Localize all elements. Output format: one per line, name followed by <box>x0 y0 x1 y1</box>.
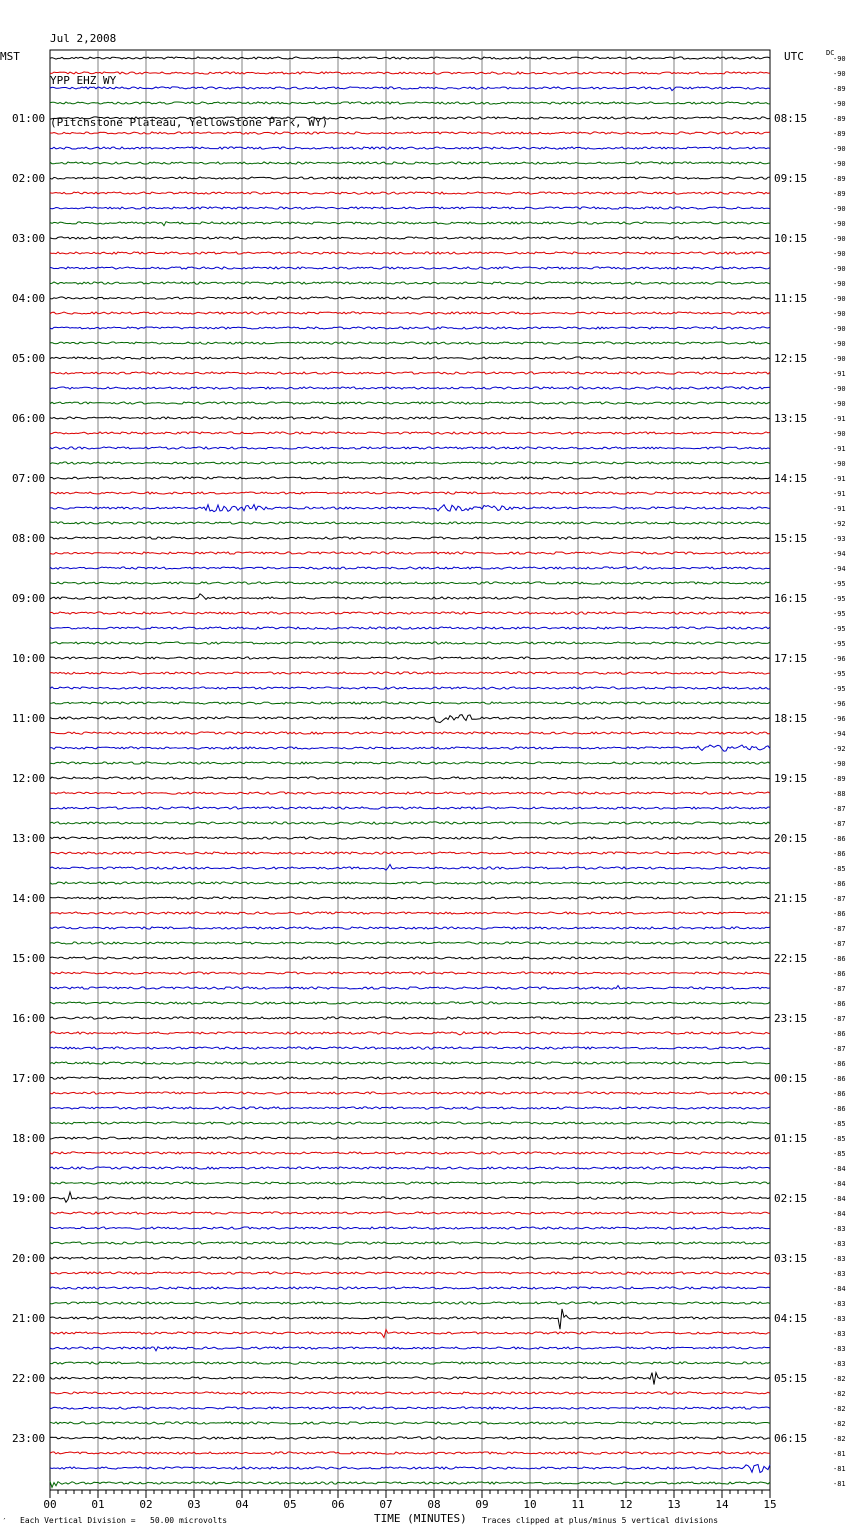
seismic-trace <box>50 1077 770 1079</box>
seismic-trace <box>50 942 770 944</box>
x-tick-label: 14 <box>715 1498 729 1511</box>
seismic-trace <box>50 672 770 674</box>
dc-offset-label: -89 <box>833 775 846 783</box>
dc-offset-label: -90 <box>833 430 846 438</box>
seismic-trace <box>50 732 770 734</box>
seismic-trace <box>50 372 770 374</box>
dc-offset-label: -90 <box>833 55 846 63</box>
dc-offset-label: -91 <box>833 415 846 423</box>
seismic-trace <box>50 1047 770 1049</box>
mst-hour-label: 21:00 <box>12 1312 46 1325</box>
x-tick-label: 13 <box>667 1498 681 1511</box>
seismic-trace <box>50 1309 770 1329</box>
seismic-trace <box>50 702 770 704</box>
utc-hour-label: 23:15 <box>774 1012 808 1025</box>
dc-offset-label: -84 <box>833 1195 846 1203</box>
dc-label: DC <box>826 49 835 57</box>
mst-hour-label: 04:00 <box>12 292 46 305</box>
dc-offset-label: -92 <box>833 520 846 528</box>
dc-offset-label: -88 <box>833 790 846 798</box>
seismic-trace <box>50 357 770 359</box>
utc-hour-label: 14:15 <box>774 472 808 485</box>
dc-offset-label: -90 <box>833 145 846 153</box>
seismic-trace <box>50 1362 770 1364</box>
seismic-trace <box>50 237 770 239</box>
seismic-trace <box>50 192 770 194</box>
dc-offset-label: -90 <box>833 355 846 363</box>
seismic-trace <box>50 177 770 179</box>
utc-hour-label: 22:15 <box>774 952 808 965</box>
dc-offset-label: -93 <box>833 535 846 543</box>
dc-offset-label: -90 <box>833 250 846 258</box>
right-axis-title: UTC <box>784 50 804 63</box>
seismic-trace <box>50 1347 770 1351</box>
seismic-trace <box>50 792 770 794</box>
seismic-trace <box>50 657 770 659</box>
seismic-trace <box>50 1330 770 1338</box>
seismic-trace <box>50 327 770 329</box>
mst-hour-label: 18:00 <box>12 1132 46 1145</box>
x-tick-label: 15 <box>763 1498 777 1511</box>
dc-offset-label: -94 <box>833 565 846 573</box>
dc-offset-label: -86 <box>833 1030 846 1038</box>
seismic-trace <box>50 447 770 449</box>
dc-offset-label: -91 <box>833 445 846 453</box>
seismic-trace <box>50 627 770 629</box>
dc-offset-label: -95 <box>833 685 846 693</box>
x-tick-label: 08 <box>427 1498 441 1511</box>
seismic-trace <box>50 1092 770 1094</box>
mst-hour-label: 09:00 <box>12 592 46 605</box>
seismic-trace <box>50 972 770 974</box>
seismic-trace <box>50 1212 770 1214</box>
dc-offset-label: -94 <box>833 730 846 738</box>
dc-offset-label: -83 <box>833 1330 846 1338</box>
dc-offset-label: -84 <box>833 1165 846 1173</box>
seismic-trace <box>50 745 770 751</box>
dc-offset-label: -90 <box>833 760 846 768</box>
dc-offset-label: -90 <box>833 280 846 288</box>
x-tick-label: 01 <box>91 1498 105 1511</box>
dc-offset-label: -87 <box>833 1015 846 1023</box>
seismic-trace <box>50 402 770 404</box>
dc-offset-label: -86 <box>833 835 846 843</box>
x-tick-label: 12 <box>619 1498 633 1511</box>
seismic-trace <box>50 57 770 59</box>
seismic-trace <box>50 1062 770 1064</box>
mst-hour-label: 17:00 <box>12 1072 46 1085</box>
dc-offset-label: -86 <box>833 1060 846 1068</box>
seismic-trace <box>50 897 770 899</box>
footer-mark: ′ <box>2 1517 7 1526</box>
dc-offset-label: -84 <box>833 1180 846 1188</box>
x-tick-label: 06 <box>331 1498 345 1511</box>
utc-hour-label: 21:15 <box>774 892 808 905</box>
dc-offset-label: -95 <box>833 610 846 618</box>
seismic-trace <box>50 132 770 134</box>
dc-offset-label: -91 <box>833 475 846 483</box>
dc-offset-label: -83 <box>833 1360 846 1368</box>
seismic-trace <box>50 387 770 389</box>
seismic-trace <box>50 642 770 644</box>
seismic-trace <box>50 1017 770 1019</box>
seismic-trace <box>50 957 770 959</box>
mst-hour-label: 01:00 <box>12 112 46 125</box>
station-location: (Pitchstone Plateau, Yellowstone Park, WY) <box>50 116 329 129</box>
dc-offset-label: -87 <box>833 805 846 813</box>
seismic-trace <box>50 87 770 91</box>
x-tick-label: 03 <box>187 1498 201 1511</box>
seismic-trace <box>50 762 770 764</box>
dc-offset-label: -87 <box>833 820 846 828</box>
seismic-trace <box>50 1422 770 1424</box>
dc-offset-label: -82 <box>833 1405 846 1413</box>
seismic-trace <box>50 102 770 104</box>
seismic-trace <box>50 1242 770 1244</box>
dc-offset-label: -87 <box>833 985 846 993</box>
dc-offset-label: -85 <box>833 1150 846 1158</box>
dc-offset-label: -89 <box>833 190 846 198</box>
seismic-trace <box>50 1137 770 1139</box>
seismic-trace <box>50 432 770 434</box>
mst-hour-label: 13:00 <box>12 832 46 845</box>
seismic-trace <box>50 1192 770 1202</box>
x-tick-label: 05 <box>283 1498 297 1511</box>
utc-hour-label: 20:15 <box>774 832 808 845</box>
seismic-trace <box>50 282 770 284</box>
dc-offset-label: -83 <box>833 1345 846 1353</box>
seismic-trace <box>50 312 770 314</box>
dc-offset-label: -82 <box>833 1420 846 1428</box>
mst-hour-label: 15:00 <box>12 952 46 965</box>
seismic-trace <box>50 1302 770 1304</box>
seismic-trace <box>50 1373 770 1385</box>
dc-offset-label: -90 <box>833 400 846 408</box>
seismic-trace <box>50 417 770 419</box>
dc-offset-label: -86 <box>833 1090 846 1098</box>
seismic-trace <box>50 162 770 164</box>
dc-offset-label: -85 <box>833 1120 846 1128</box>
division-note: Each Vertical Division = 50.00 microvolts <box>20 1516 228 1525</box>
dc-offset-label: -82 <box>833 1390 846 1398</box>
seismic-trace <box>50 1152 770 1154</box>
dc-offset-label: -83 <box>833 1300 846 1308</box>
seismic-trace <box>50 1257 770 1259</box>
dc-offset-label: -83 <box>833 1240 846 1248</box>
dc-offset-label: -90 <box>833 310 846 318</box>
seismic-trace <box>50 537 770 539</box>
utc-hour-label: 10:15 <box>774 232 808 245</box>
seismic-trace <box>50 117 770 119</box>
left-axis-title: MST <box>0 50 20 63</box>
dc-offset-label: -90 <box>833 385 846 393</box>
dc-offset-label: -86 <box>833 1000 846 1008</box>
dc-offset-label: -90 <box>833 100 846 108</box>
utc-hour-label: 06:15 <box>774 1432 808 1445</box>
dc-offset-label: -95 <box>833 625 846 633</box>
mst-hour-label: 08:00 <box>12 532 46 545</box>
dc-offset-label: -90 <box>833 295 846 303</box>
seismic-trace <box>50 552 770 554</box>
dc-offset-label: -84 <box>833 1210 846 1218</box>
mst-hour-label: 19:00 <box>12 1192 46 1205</box>
dc-offset-label: -82 <box>833 1375 846 1383</box>
mst-hour-label: 07:00 <box>12 472 46 485</box>
seismic-trace <box>50 1002 770 1004</box>
dc-offset-label: -90 <box>833 265 846 273</box>
utc-hour-label: 04:15 <box>774 1312 808 1325</box>
dc-offset-label: -90 <box>833 325 846 333</box>
x-tick-label: 02 <box>139 1498 153 1511</box>
dc-offset-label: -86 <box>833 880 846 888</box>
dc-offset-label: -90 <box>833 220 846 228</box>
seismic-trace <box>50 567 770 569</box>
dc-offset-label: -96 <box>833 715 846 723</box>
x-axis-title: TIME (MINUTES) <box>374 1512 467 1525</box>
dc-offset-label: -86 <box>833 955 846 963</box>
seismic-trace <box>50 1107 770 1109</box>
dc-offset-label: -81 <box>833 1480 846 1488</box>
dc-offset-label: -87 <box>833 895 846 903</box>
dc-offset-label: -96 <box>833 700 846 708</box>
mst-hour-label: 23:00 <box>12 1432 46 1445</box>
dc-offset-label: -89 <box>833 175 846 183</box>
mst-hour-label: 03:00 <box>12 232 46 245</box>
utc-hour-label: 19:15 <box>774 772 808 785</box>
seismic-trace <box>50 822 770 824</box>
seismic-trace <box>50 505 770 512</box>
seismic-trace <box>50 612 770 614</box>
seismic-trace <box>50 1227 770 1229</box>
dc-offset-label: -83 <box>833 1270 846 1278</box>
seismic-trace <box>50 342 770 344</box>
seismic-trace <box>50 252 770 254</box>
dc-offset-label: -85 <box>833 1135 846 1143</box>
mst-hour-label: 14:00 <box>12 892 46 905</box>
dc-offset-label: -91 <box>833 505 846 513</box>
dc-offset-label: -90 <box>833 340 846 348</box>
mst-hour-label: 12:00 <box>12 772 46 785</box>
utc-hour-label: 11:15 <box>774 292 808 305</box>
utc-hour-label: 13:15 <box>774 412 808 425</box>
dc-offset-label: -90 <box>833 460 846 468</box>
utc-hour-label: 03:15 <box>774 1252 808 1265</box>
dc-offset-label: -91 <box>833 490 846 498</box>
seismic-trace <box>50 864 770 870</box>
dc-offset-label: -89 <box>833 115 846 123</box>
utc-hour-label: 15:15 <box>774 532 808 545</box>
utc-hour-label: 17:15 <box>774 652 808 665</box>
mst-hour-label: 20:00 <box>12 1252 46 1265</box>
dc-offset-label: -83 <box>833 1225 846 1233</box>
seismic-trace <box>50 267 770 269</box>
seismic-trace <box>50 687 770 689</box>
seismic-trace <box>50 1392 770 1394</box>
seismic-trace <box>50 837 770 839</box>
seismic-trace <box>50 1167 770 1169</box>
dc-offset-label: -95 <box>833 580 846 588</box>
dc-offset-label: -85 <box>833 865 846 873</box>
dc-offset-label: -81 <box>833 1465 846 1473</box>
x-tick-label: 09 <box>475 1498 489 1511</box>
x-tick-label: 10 <box>523 1498 537 1511</box>
dc-offset-label: -92 <box>833 745 846 753</box>
dc-offset-label: -90 <box>833 205 846 213</box>
seismic-trace <box>50 1287 770 1289</box>
dc-offset-label: -89 <box>833 85 846 93</box>
dc-offset-label: -95 <box>833 640 846 648</box>
seismic-trace <box>50 852 770 854</box>
utc-hour-label: 01:15 <box>774 1132 808 1145</box>
x-tick-label: 11 <box>571 1498 585 1511</box>
seismic-trace <box>50 1032 770 1035</box>
seismic-trace <box>50 522 770 524</box>
seismic-trace <box>50 207 770 209</box>
chart-date: Jul 2,2008 <box>50 32 117 45</box>
dc-offset-label: -87 <box>833 1045 846 1053</box>
seismic-trace <box>50 1465 770 1473</box>
seismic-trace <box>50 1437 770 1439</box>
plot-frame <box>50 50 770 1490</box>
utc-hour-label: 12:15 <box>774 352 808 365</box>
mst-hour-label: 11:00 <box>12 712 46 725</box>
utc-hour-label: 08:15 <box>774 112 808 125</box>
seismic-trace <box>50 807 770 809</box>
utc-hour-label: 16:15 <box>774 592 808 605</box>
utc-hour-label: 00:15 <box>774 1072 808 1085</box>
dc-offset-label: -86 <box>833 1105 846 1113</box>
station-id: YPP EHZ WY <box>50 74 117 87</box>
x-tick-label: 04 <box>235 1498 249 1511</box>
dc-offset-label: -95 <box>833 670 846 678</box>
dc-offset-label: -94 <box>833 550 846 558</box>
seismic-trace <box>50 582 770 584</box>
mst-hour-label: 16:00 <box>12 1012 46 1025</box>
seismic-trace <box>50 1407 770 1409</box>
seismic-trace <box>50 1272 770 1274</box>
seismic-trace <box>50 912 770 914</box>
dc-offset-label: -96 <box>833 655 846 663</box>
seismic-trace <box>50 1452 770 1454</box>
utc-hour-label: 09:15 <box>774 172 808 185</box>
dc-offset-label: -90 <box>833 235 846 243</box>
x-tick-label: 07 <box>379 1498 393 1511</box>
mst-hour-label: 22:00 <box>12 1372 46 1385</box>
dc-offset-label: -81 <box>833 1450 846 1458</box>
dc-offset-label: -86 <box>833 850 846 858</box>
dc-offset-label: -83 <box>833 1315 846 1323</box>
dc-offset-label: -86 <box>833 910 846 918</box>
dc-offset-label: -83 <box>833 1255 846 1263</box>
seismic-trace <box>50 986 770 990</box>
x-tick-label: 00 <box>43 1498 57 1511</box>
seismic-trace <box>50 1481 770 1487</box>
seismic-trace <box>50 477 770 479</box>
seismic-trace <box>50 1122 770 1124</box>
seismic-trace <box>50 882 770 884</box>
seismic-trace <box>50 72 770 74</box>
seismic-trace <box>50 1182 770 1184</box>
dc-offset-label: -89 <box>833 130 846 138</box>
dc-offset-label: -90 <box>833 70 846 78</box>
seismic-trace <box>50 492 770 494</box>
mst-hour-label: 10:00 <box>12 652 46 665</box>
utc-hour-label: 05:15 <box>774 1372 808 1385</box>
seismic-trace <box>50 777 770 779</box>
seismic-trace <box>50 927 770 929</box>
dc-offset-label: -91 <box>833 370 846 378</box>
dc-offset-label: -86 <box>833 1075 846 1083</box>
mst-hour-label: 02:00 <box>12 172 46 185</box>
utc-hour-label: 18:15 <box>774 712 808 725</box>
mst-hour-label: 05:00 <box>12 352 46 365</box>
seismic-trace <box>50 462 770 464</box>
dc-offset-label: -82 <box>833 1435 846 1443</box>
seismic-trace <box>50 147 770 149</box>
seismic-trace <box>50 715 770 723</box>
mst-hour-label: 06:00 <box>12 412 46 425</box>
clip-note: Traces clipped at plus/minus 5 vertical divisions <box>482 1516 719 1525</box>
utc-hour-label: 02:15 <box>774 1192 808 1205</box>
dc-offset-label: -90 <box>833 160 846 168</box>
dc-offset-label: -87 <box>833 925 846 933</box>
seismic-trace <box>50 297 770 299</box>
dc-offset-label: -86 <box>833 970 846 978</box>
dc-offset-label: -95 <box>833 595 846 603</box>
seismic-trace <box>50 222 770 226</box>
seismic-trace <box>50 594 770 600</box>
dc-offset-label: -87 <box>833 940 846 948</box>
dc-offset-label: -84 <box>833 1285 846 1293</box>
